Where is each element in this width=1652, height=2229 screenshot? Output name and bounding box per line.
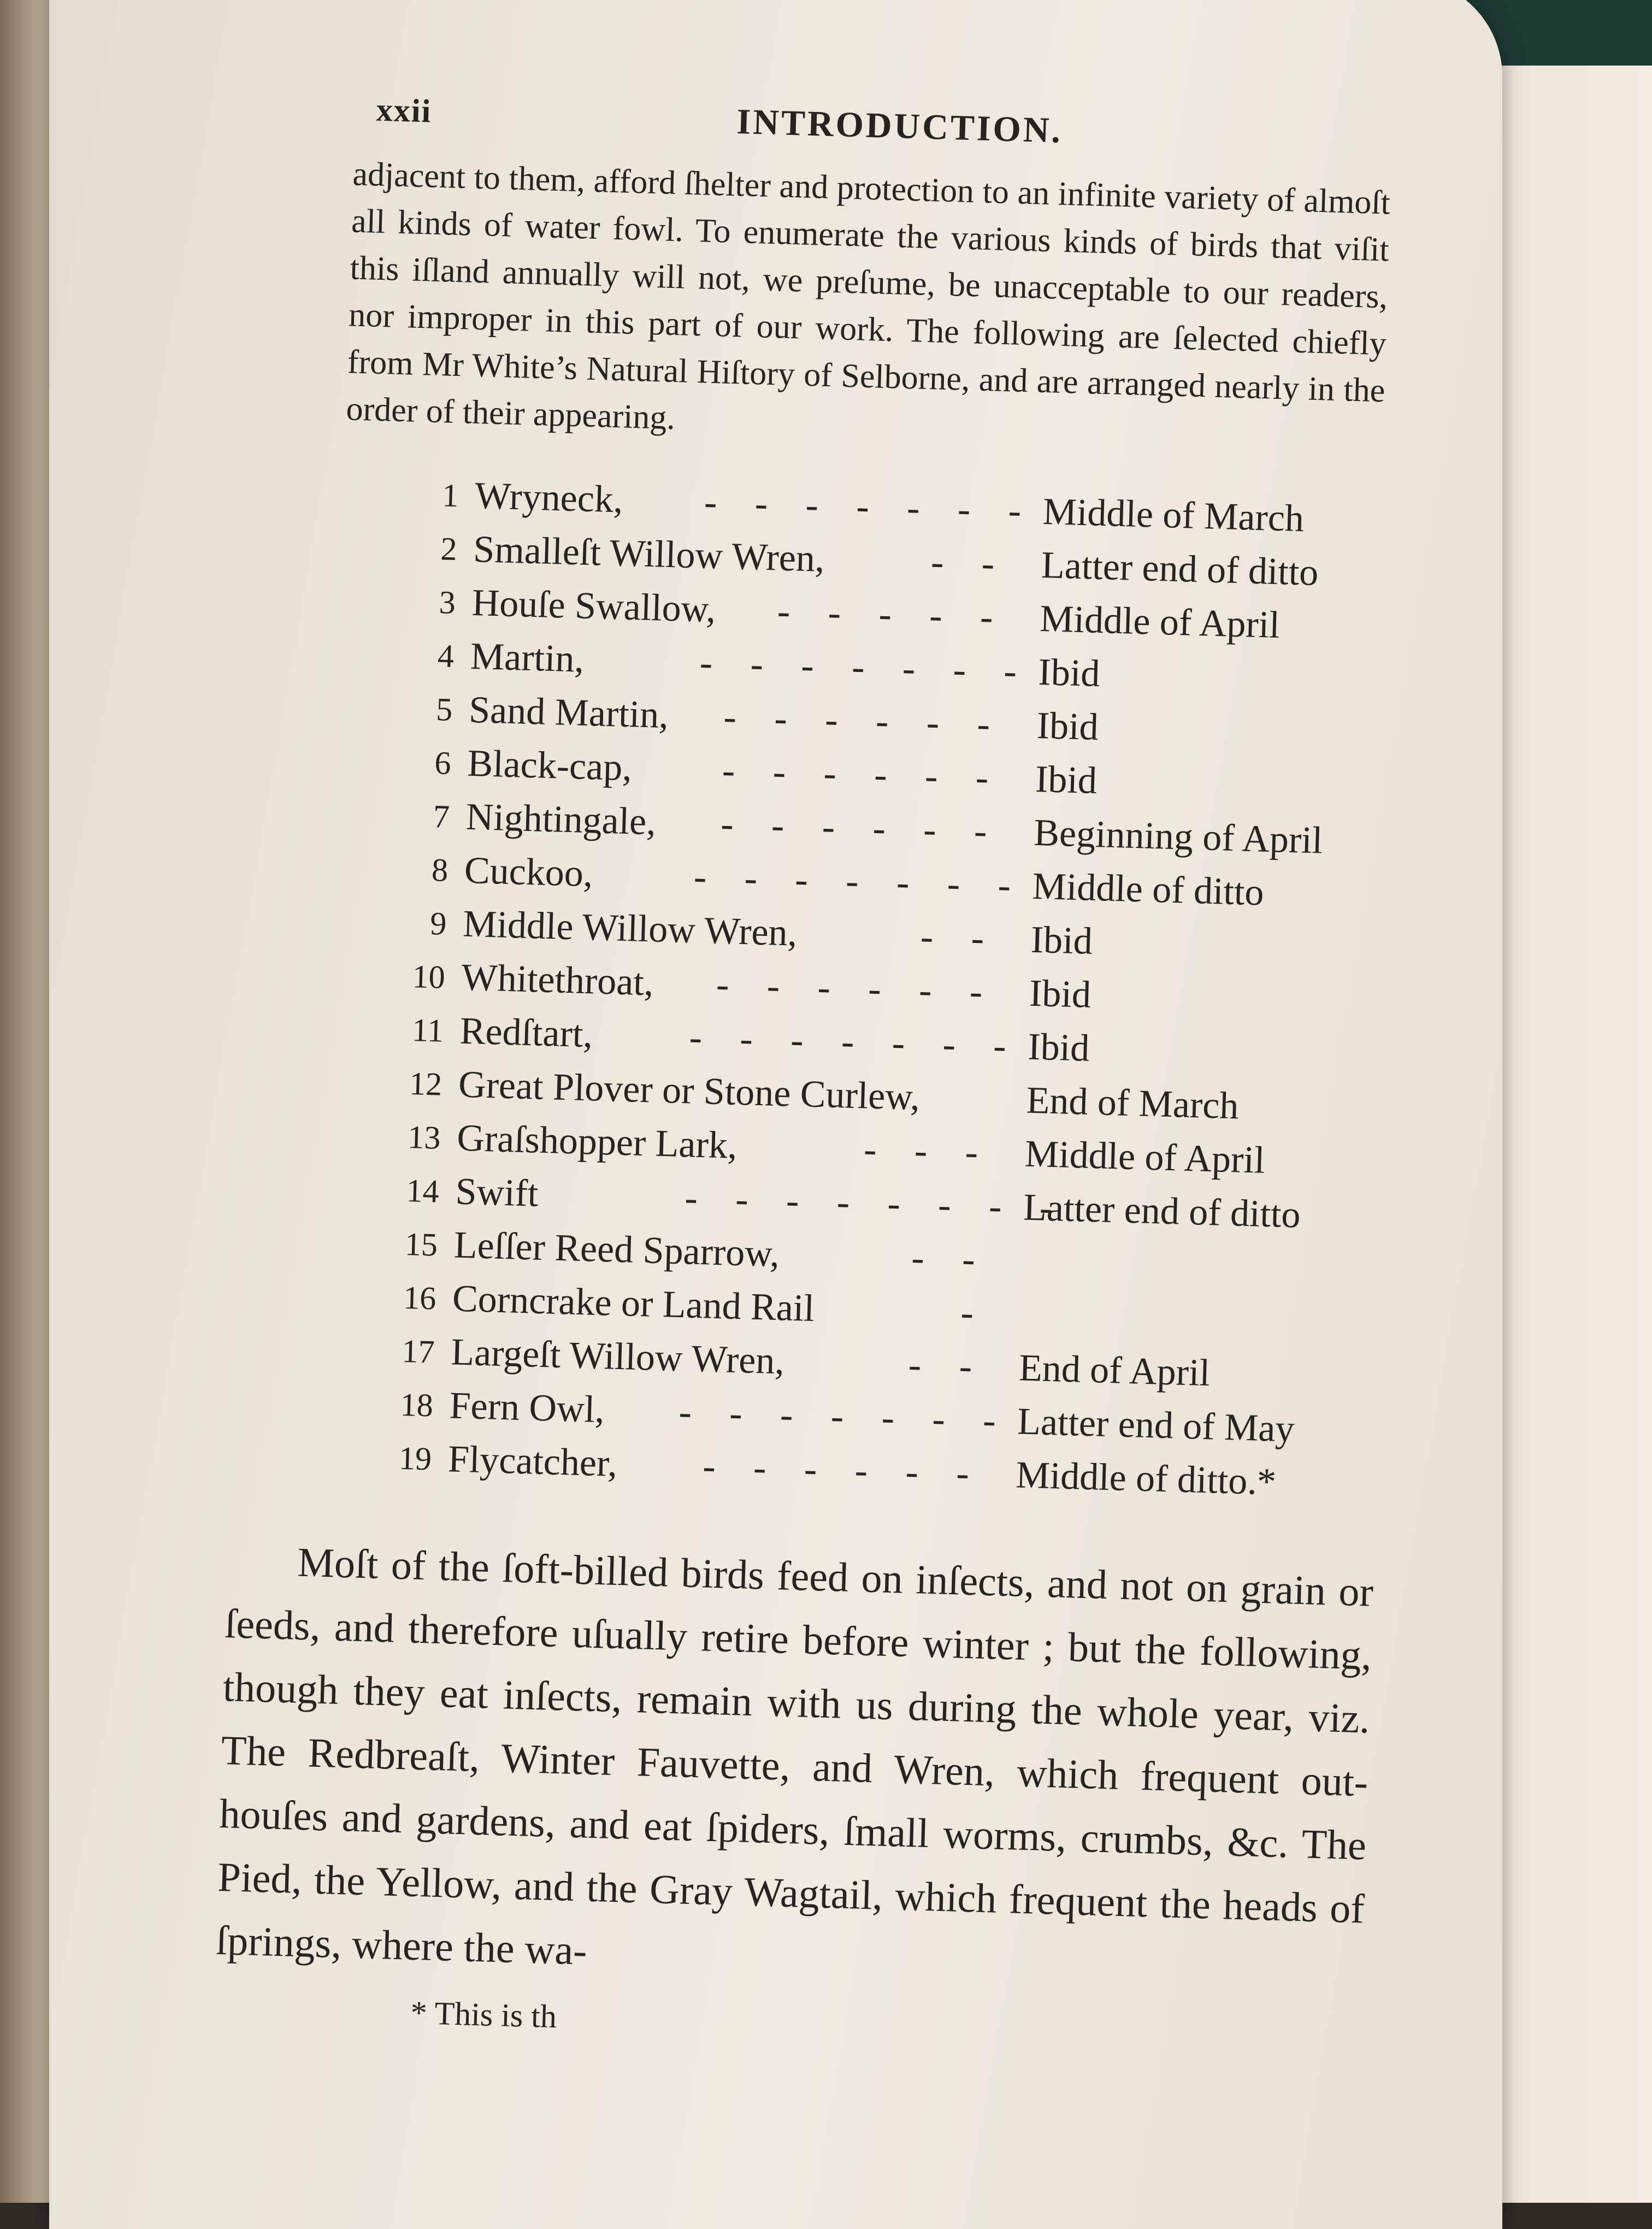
bird-name: Sand Martin,	[468, 688, 669, 737]
bird-number: 15	[404, 1225, 438, 1263]
leader-dashes: - - - - - -	[716, 963, 998, 1014]
bird-number: 8	[431, 852, 449, 888]
arrival-time: Middle of March	[1042, 491, 1305, 540]
bird-number: 2	[440, 530, 458, 568]
leader-dashes: - - - - - - -	[693, 856, 1026, 907]
footnote-fragment: * This is th	[410, 1994, 557, 2035]
bird-name: Wryneck,	[474, 475, 624, 521]
running-head: INTRODUCTION.	[736, 102, 1063, 151]
bird-number: 18	[399, 1386, 434, 1424]
leader-dashes: - - - - - -	[721, 749, 1004, 800]
leader-dashes: - - - - - -	[720, 803, 1002, 853]
arrival-time: Beginning of April	[1033, 811, 1324, 862]
leader-dashes: - - - - - - -	[678, 1391, 1011, 1442]
leader-dashes: - - - - - -	[702, 1445, 984, 1495]
intro-paragraph	[345, 151, 1391, 462]
second-paragraph-text: Moſt of the ſoft-billed birds feed on inſects, and not on grain or ſeeds, and therefore uſually retire before winter ; but the following, though they eat inſects, remain with us during the whole year, viz. The Redbreaſt, Winter Fauvette, and Wren, which frequent out-houſes and gardens, and eat ſpiders, ſmall worms, crumbs, &c. The Pied, the Yellow, and the Gray Wagtail, which frequent the heads of ſprings, where the wa-	[215, 1539, 1374, 1974]
bird-name: Nightingale,	[465, 795, 657, 844]
bird-number: 12	[409, 1065, 443, 1102]
leader-dashes: - -	[911, 1236, 990, 1281]
bird-name: Corncrake or Land Rail	[452, 1277, 815, 1330]
leader-dashes: - - - - - - -	[688, 1016, 1021, 1068]
arrival-time: End of March	[1025, 1079, 1240, 1128]
bird-number: 13	[407, 1119, 441, 1156]
page-content	[192, 87, 1447, 2059]
leader-dashes: - -	[919, 916, 999, 960]
bird-number: 9	[429, 905, 447, 942]
arrival-time: Middle of April	[1024, 1133, 1266, 1182]
bird-name: Martin,	[470, 635, 585, 681]
leader-dashes: - - - - -	[776, 590, 1008, 639]
bird-name: Largeſt Willow Wren,	[450, 1331, 785, 1383]
bird-name: Whitethroat,	[461, 956, 654, 1004]
bird-name: Swift	[455, 1170, 539, 1215]
bird-number: 7	[432, 798, 450, 835]
bird-name: Redſtart,	[459, 1010, 593, 1056]
bird-number: 19	[398, 1440, 432, 1477]
intro-paragraph-text: adjacent to them, afford ſhelter and protection to an infinite variety of almoſt all kinds of water fowl. To enumerate the various kinds of birds that viſit this iſland annually will not, we preſume, be unacceptable to our readers, nor improper in this part of our work. The following are ſelected chiefly from Mr White’s Natural Hiſtory of Selborne, and are arranged nearly in the order of their appearing.	[345, 155, 1391, 437]
arrival-time: Ibid	[1035, 758, 1098, 802]
bird-name: Great Plover or Stone Curlew,	[458, 1063, 921, 1119]
leader-dashes: - - - - - - -	[699, 641, 1031, 693]
bird-name: Fern Owl,	[449, 1384, 605, 1431]
bird-name: Houſe Swallow,	[471, 581, 717, 631]
leader-dashes: - - -	[863, 1128, 993, 1174]
bird-name: Flycatcher,	[447, 1438, 618, 1485]
bird-name: Leſſer Reed Sparrow,	[453, 1224, 780, 1276]
arrival-time: Ibid	[1027, 1025, 1090, 1070]
bird-arrival-list	[370, 472, 1382, 1517]
bird-number: 14	[405, 1172, 440, 1210]
arrival-time: End of April	[1018, 1347, 1211, 1395]
arrival-time: Ibid	[1037, 651, 1101, 695]
bird-number: 11	[411, 1012, 444, 1049]
bird-number: 3	[438, 584, 456, 621]
bird-name: Graſshopper Lark,	[456, 1117, 738, 1167]
bird-number: 16	[403, 1279, 437, 1317]
leader-dashes: - - - - - - - -	[684, 1177, 1067, 1230]
arrival-time: Ibid	[1030, 918, 1093, 963]
bird-number: 1	[441, 477, 459, 514]
arrival-time: Middle of April	[1039, 597, 1281, 647]
bird-name: Smalleſt Willow Wren,	[473, 528, 825, 580]
leader-dashes: - -	[907, 1343, 987, 1388]
bird-name: Black-cap,	[467, 742, 633, 789]
arrival-time: Ibid	[1029, 972, 1092, 1016]
bird-number: 10	[411, 958, 446, 995]
bird-name: Cuckoo,	[464, 849, 594, 895]
bird-number: 17	[401, 1332, 435, 1370]
second-paragraph	[215, 1529, 1374, 2004]
bird-name: Middle Willow Wren,	[462, 903, 798, 954]
arrival-time: Middle of ditto	[1031, 865, 1265, 914]
bird-number: 6	[434, 745, 452, 781]
leader-dashes: - - - - - -	[723, 695, 1005, 746]
leader-dashes: -	[960, 1292, 988, 1335]
leader-dashes: - -	[930, 541, 1010, 586]
bird-number: 5	[435, 691, 453, 728]
arrival-time: Middle of ditto.*	[1015, 1454, 1277, 1503]
book-page	[49, 0, 1502, 2229]
leader-dashes: - - - - - - -	[704, 481, 1036, 533]
arrival-time: Ibid	[1036, 704, 1099, 749]
bird-number: 4	[437, 638, 455, 675]
page-number: xxii	[376, 91, 433, 129]
arrival-time: Latter end of ditto	[1041, 544, 1319, 594]
arrival-time: Latter end of May	[1017, 1400, 1295, 1450]
arrival-time: Latter end of ditto	[1023, 1186, 1301, 1236]
